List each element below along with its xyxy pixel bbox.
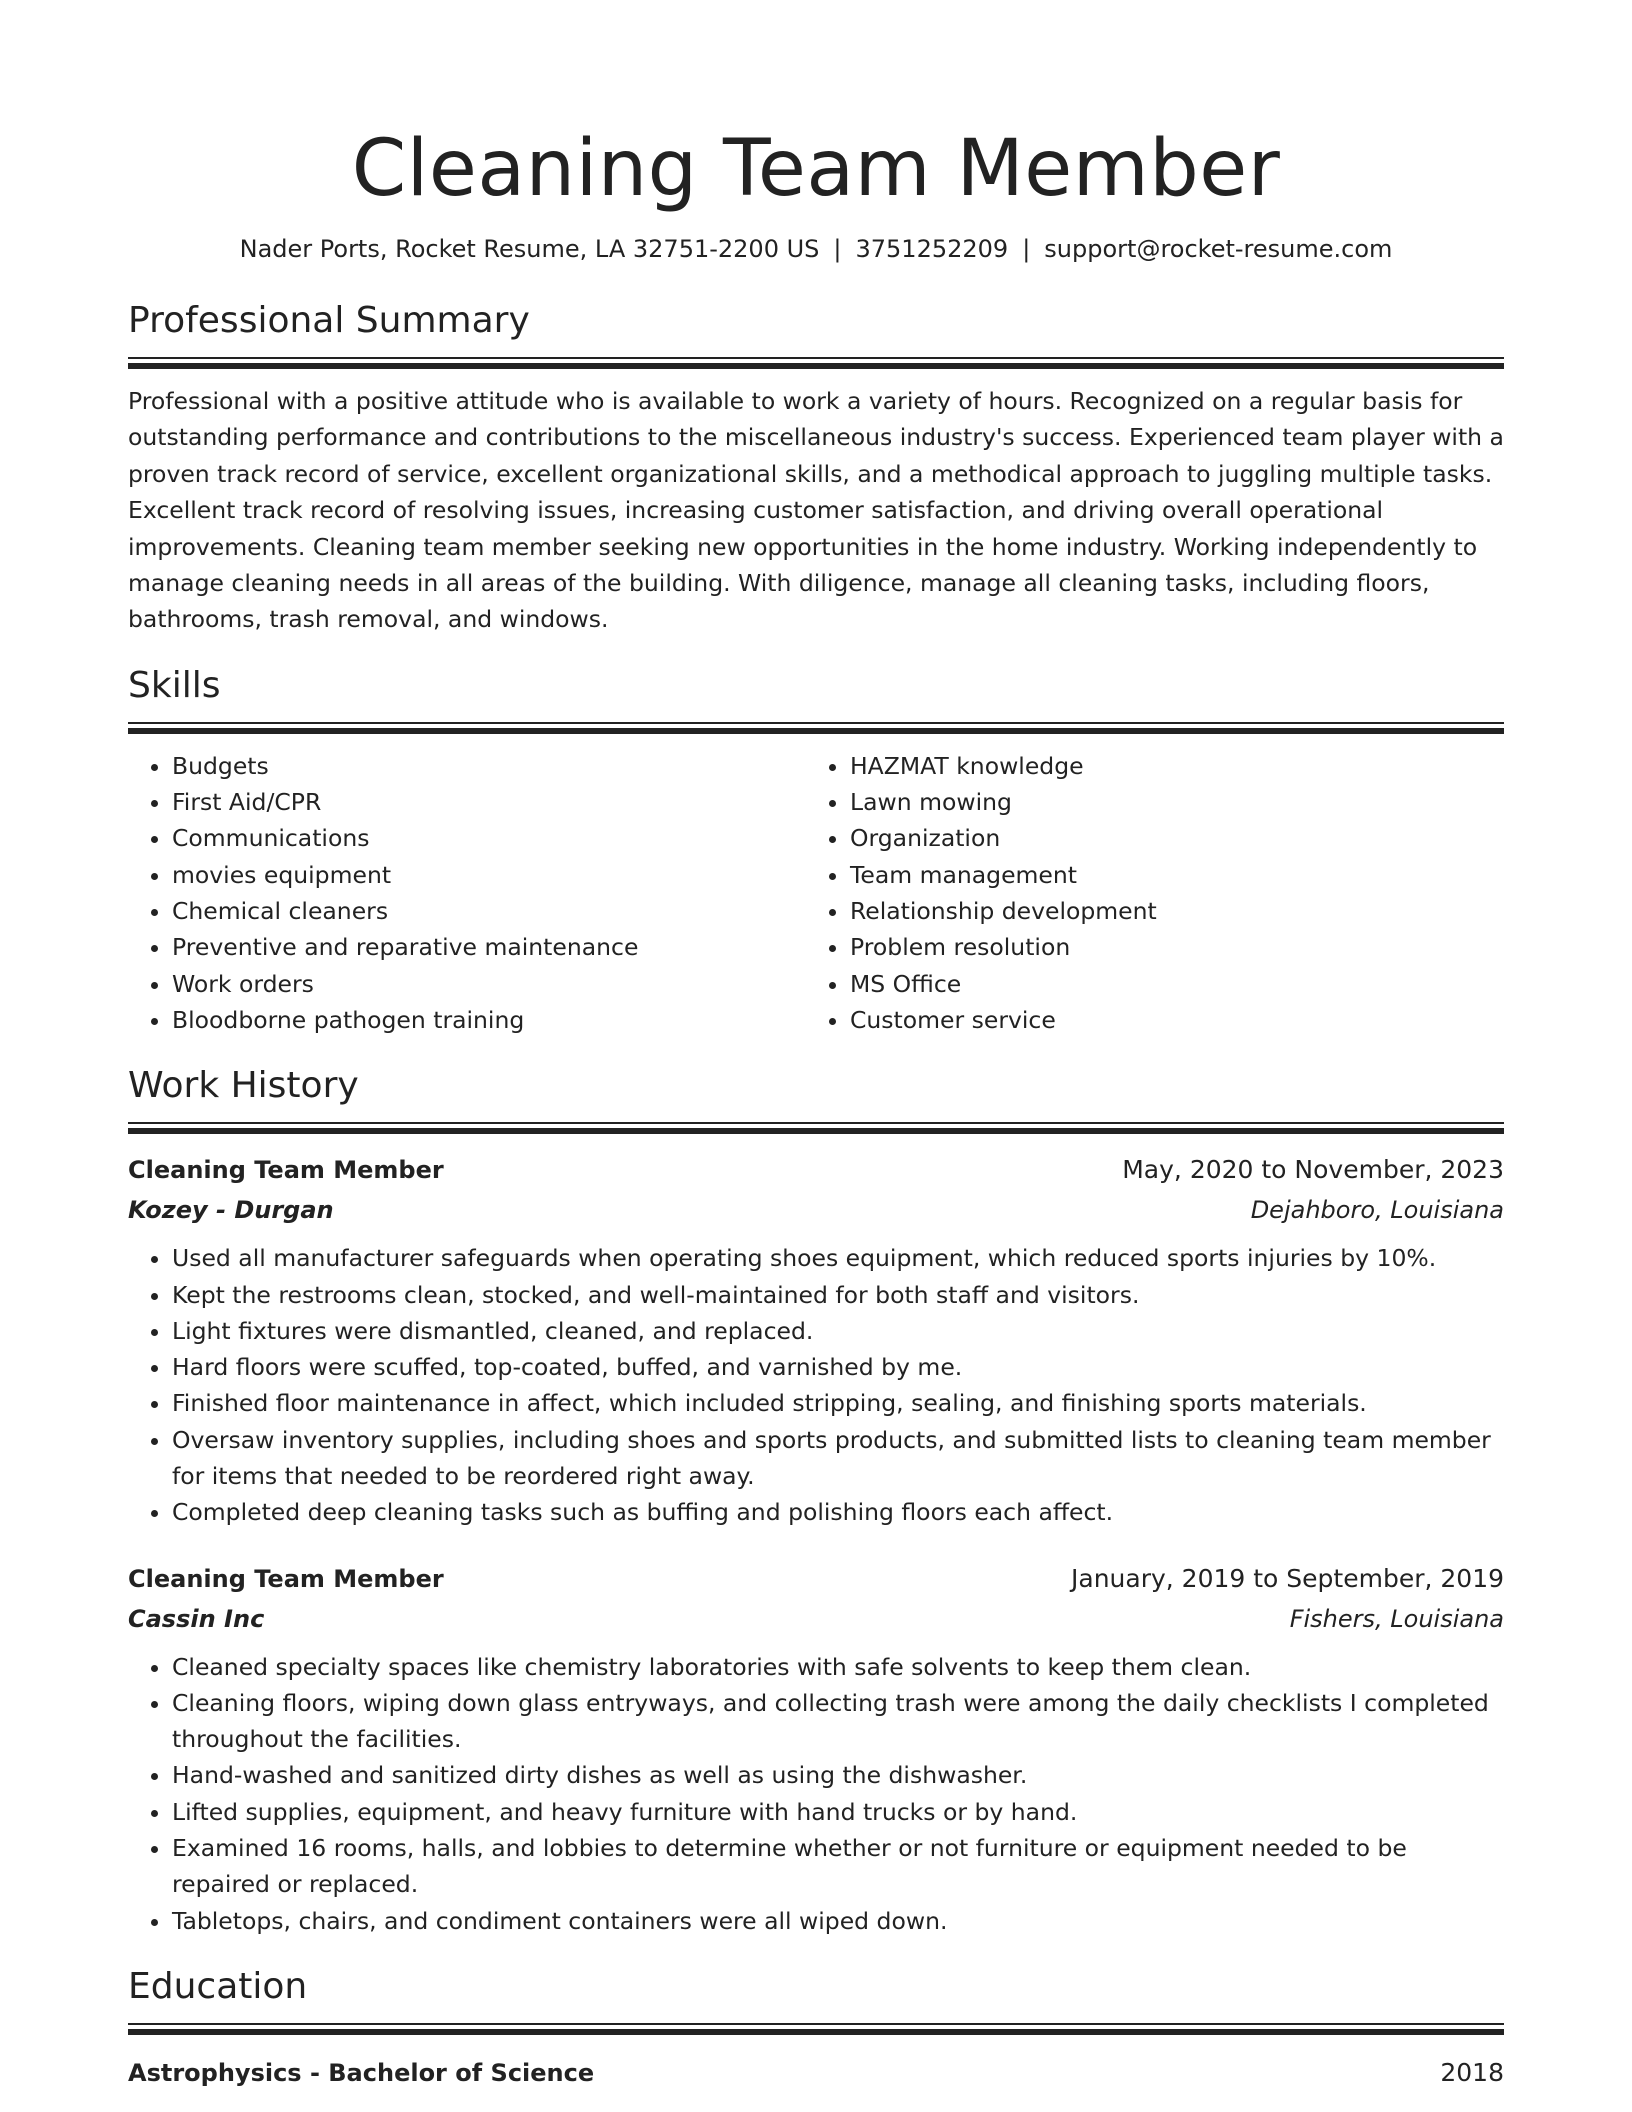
job-bullet: • Lifted supplies, equipment, and heavy furniture with hand trucks or by hand. — [172, 1794, 1504, 1830]
education-section — [128, 1965, 1504, 2093]
skill-item: • Customer service — [850, 1002, 1484, 1038]
skill-item: • Bloodborne pathogen training — [172, 1002, 806, 1038]
job-bullets — [128, 1649, 1504, 1939]
skill-item: • Lawn mowing — [850, 784, 1484, 820]
job-location: Fishers, Louisiana — [1289, 1604, 1504, 1633]
contact-separator: | — [833, 235, 842, 263]
resume-page — [128, 0, 1504, 2093]
job-bullet: • Light fixtures were dismantled, cleaned, and replaced. — [172, 1313, 1504, 1349]
skill-item: • Chemical cleaners — [172, 893, 806, 929]
job-bullet: • Cleaning floors, wiping down glass entryways, and collecting trash were among the daily checklists I completed throughout the facilities. — [172, 1685, 1504, 1758]
skills-heading: Skills — [128, 664, 221, 706]
skill-item: • Organization — [850, 820, 1484, 856]
job-bullet: • Examined 16 rooms, halls, and lobbies to determine whether or not furniture or equipment needed to be repaired or replaced. — [172, 1830, 1504, 1903]
skill-item: • Relationship development — [850, 893, 1484, 929]
skills-list — [128, 748, 1504, 1038]
skills-column-left — [128, 748, 806, 1038]
skill-item: • MS Office — [850, 966, 1484, 1002]
section-divider — [128, 722, 1504, 734]
education-entry — [128, 2053, 1504, 2093]
skills-section — [128, 664, 1504, 1038]
contact-email: support@rocket-resume.com — [1044, 235, 1393, 263]
job-header — [128, 1559, 1504, 1599]
job-subheader — [128, 1599, 1504, 1639]
skill-item: • HAZMAT knowledge — [850, 748, 1484, 784]
job-bullet: • Cleaned specialty spaces like chemistry laboratories with safe solvents to keep them clean. — [172, 1649, 1504, 1685]
section-divider — [128, 1122, 1504, 1134]
education-heading: Education — [128, 1965, 308, 2007]
contact-phone: 3751252209 — [855, 235, 1009, 263]
work-history-section — [128, 1064, 1504, 1939]
contact-separator: | — [1022, 235, 1031, 263]
job-bullet: • Used all manufacturer safeguards when operating shoes equipment, which reduced sports injuries by 10%. — [172, 1240, 1504, 1276]
job-company: Cassin Inc — [128, 1604, 265, 1633]
contact-address: Nader Ports, Rocket Resume, LA 32751-2200 US — [239, 235, 820, 263]
job-bullet: • Tabletops, chairs, and condiment containers were all wiped down. — [172, 1903, 1504, 1939]
job-bullet: • Kept the restrooms clean, stocked, and well-maintained for both staff and visitors. — [172, 1277, 1504, 1313]
skill-item: • movies equipment — [172, 857, 806, 893]
job-dates: May, 2020 to November, 2023 — [1122, 1155, 1504, 1185]
job-bullet: • Oversaw inventory supplies, including shoes and sports products, and submitted lists to cleaning team member for items that needed to be reordered right away. — [172, 1422, 1504, 1495]
job-company: Kozey - Durgan — [128, 1196, 334, 1225]
work-history-heading: Work History — [128, 1065, 359, 1107]
summary-heading: Professional Summary — [128, 300, 530, 341]
skill-item: • Team management — [850, 857, 1484, 893]
job-bullet: • Hand-washed and sanitized dirty dishes as well as using the dishwasher. — [172, 1757, 1504, 1793]
skills-column-right — [806, 748, 1484, 1038]
job-dates: January, 2019 to September, 2019 — [1071, 1563, 1504, 1593]
job-bullet: • Completed deep cleaning tasks such as buffing and polishing floors each affect. — [172, 1494, 1504, 1530]
summary-section — [128, 299, 1504, 638]
job-title: Cleaning Team Member — [128, 1564, 444, 1593]
skill-item: • Work orders — [172, 966, 806, 1002]
job-location: Dejahboro, Louisiana — [1250, 1196, 1504, 1225]
education-year: 2018 — [1440, 2057, 1504, 2087]
section-divider — [128, 357, 1504, 369]
skill-item: • First Aid/CPR — [172, 784, 806, 820]
education-degree: Astrophysics - Bachelor of Science — [128, 2058, 595, 2087]
job-title: Cleaning Team Member — [128, 1156, 444, 1185]
skill-item: • Budgets — [172, 748, 806, 784]
job-entry — [128, 1150, 1504, 1530]
summary-text: Professional with a positive attitude who is available to work a variety of hours. Recognized on a regular basis for outstanding performance and contributions to the miscellaneous industry's success. Experienced team player with a proven track record of service, excellent organizational skills, and a methodical approach to juggling multiple tasks. Excellent track record of resolving issues, increasing customer satisfaction, and driving overall operational improvements. Cleaning team member seeking new opportunities in the home industry. Working independently to manage cleaning needs in all areas of the building. With diligence, manage all cleaning tasks, including floors, bathrooms, trash removal, and windows. — [128, 387, 1504, 634]
skill-item: • Problem resolution — [850, 929, 1484, 965]
resume-title: Cleaning Team Member — [351, 124, 1281, 214]
skill-item: • Preventive and reparative maintenance — [172, 929, 806, 965]
job-entry — [128, 1559, 1504, 1939]
job-bullet: • Hard floors were scuffed, top-coated, buffed, and varnished by me. — [172, 1349, 1504, 1385]
job-header — [128, 1150, 1504, 1190]
job-bullets — [128, 1240, 1504, 1530]
contact-line — [128, 233, 1504, 265]
job-bullet: • Finished floor maintenance in affect, which included stripping, sealing, and finishing sports materials. — [172, 1385, 1504, 1421]
skill-item: • Communications — [172, 820, 806, 856]
section-divider — [128, 2023, 1504, 2035]
job-subheader — [128, 1190, 1504, 1230]
